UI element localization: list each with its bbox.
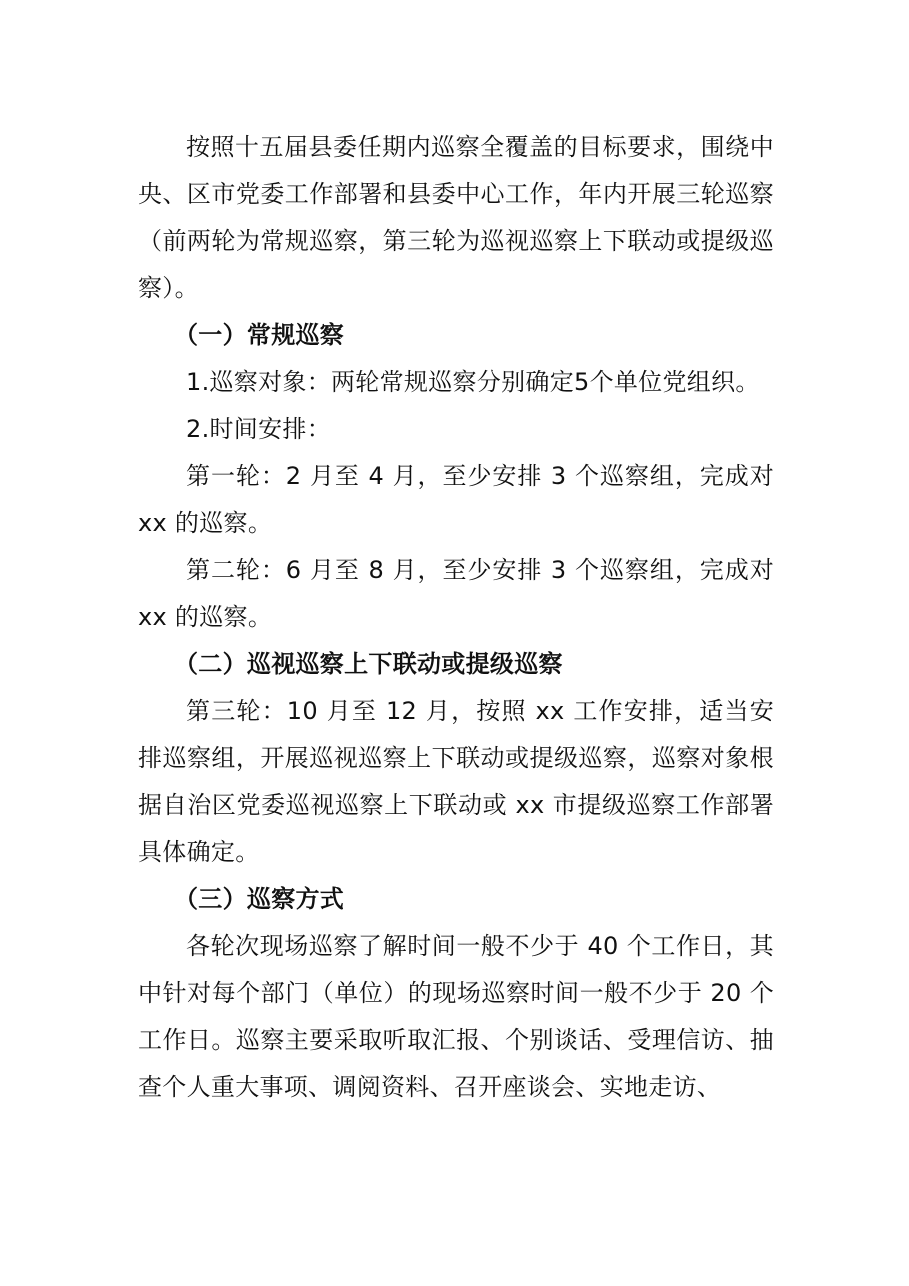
document-body [138, 124, 774, 1111]
section-heading-routine-inspection: （一）常规巡察 [174, 321, 345, 349]
section-heading-linked-inspection: （二）巡视巡察上下联动或提级巡察 [174, 650, 563, 678]
intro-paragraph: 按照十五届县委任期内巡察全覆盖的目标要求，围绕中央、区市党委工作部署和县委中心工作，年内开展三轮巡察（前两轮为常规巡察，第三轮为巡视巡察上下联动或提级巡察）。 [138, 133, 774, 302]
round-three-paragraph: 第三轮：10 月至 12 月，按照 xx 工作安排，适当安排巡察组，开展巡视巡察上下联动或提级巡察，巡察对象根据自治区党委巡视巡察上下联动或 xx 市提级巡察工作部署具体确定。 [138, 697, 774, 866]
round-one-paragraph: 第一轮：2 月至 4 月，至少安排 3 个巡察组，完成对 xx 的巡察。 [138, 462, 774, 537]
schedule-label: 2.时间安排： [186, 415, 331, 443]
section-heading-inspection-methods: （三）巡察方式 [174, 885, 345, 913]
inspection-targets-paragraph: 1.巡察对象：两轮常规巡察分别确定5个单位党组织。 [186, 368, 760, 396]
round-two-paragraph: 第二轮：6 月至 8 月，至少安排 3 个巡察组，完成对 xx 的巡察。 [138, 556, 774, 631]
inspection-methods-paragraph: 各轮次现场巡察了解时间一般不少于 40 个工作日，其中针对每个部门（单位）的现场巡察时间一般不少于 20 个工作日。巡察主要采取听取汇报、个别谈话、受理信访、抽查个人重大事项、调阅资料、召开座谈会、实地走访、 [138, 932, 774, 1101]
